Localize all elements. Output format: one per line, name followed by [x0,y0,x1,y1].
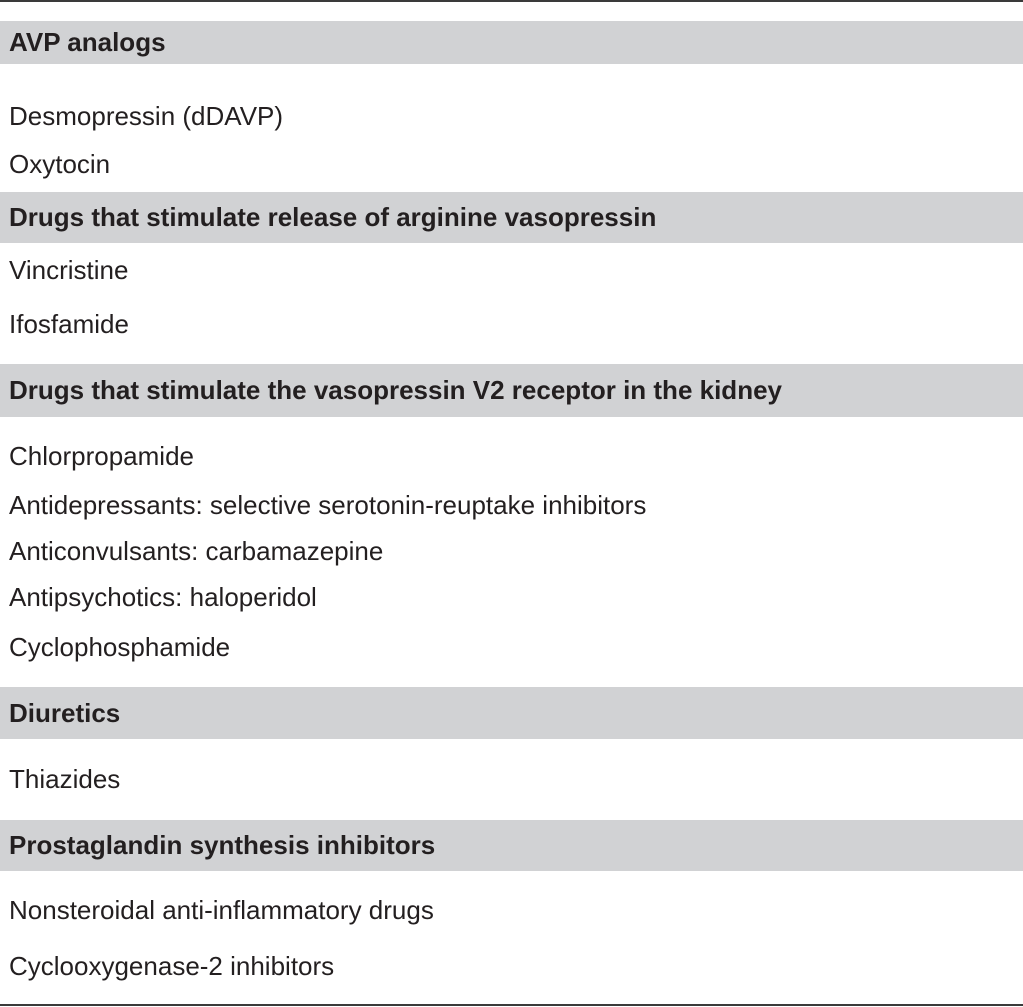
table-top-rule [0,0,1023,2]
section-header-release-stimulants [0,192,1023,243]
list-item: Cyclooxygenase-2 inhibitors [9,951,335,981]
list-item: Anticonvulsants: carbamazepine [9,536,384,566]
list-item: Ifosfamide [9,309,129,339]
list-item: Antipsychotics: haloperidol [9,582,317,612]
section-header-prostaglandin-inhibitors [0,820,1023,871]
section-header-label: Prostaglandin synthesis inhibitors [9,830,436,860]
list-item: Antidepressants: selective serotonin-reuptake inhibitors [9,490,647,520]
list-item: Oxytocin [9,149,111,179]
list-item: Thiazides [9,764,121,794]
section-header-avp-analogs [0,21,1023,64]
list-item: Vincristine [9,255,129,285]
list-item: Chlorpropamide [9,441,194,471]
section-header-label: Diuretics [9,697,121,728]
section-header-diuretics [0,687,1023,739]
section-header-label: Drugs that stimulate release of arginine vasopressin [9,202,657,232]
section-header-v2-receptor [0,364,1023,417]
list-item: Desmopressin (dDAVP) [9,101,284,131]
section-header-label: AVP analogs [9,27,166,57]
table-bottom-rule [0,1004,1023,1006]
list-item: Cyclophosphamide [9,632,231,662]
list-item: Nonsteroidal anti-inflammatory drugs [9,895,434,925]
section-header-label: Drugs that stimulate the vasopressin V2 receptor in the kidney [9,375,782,405]
